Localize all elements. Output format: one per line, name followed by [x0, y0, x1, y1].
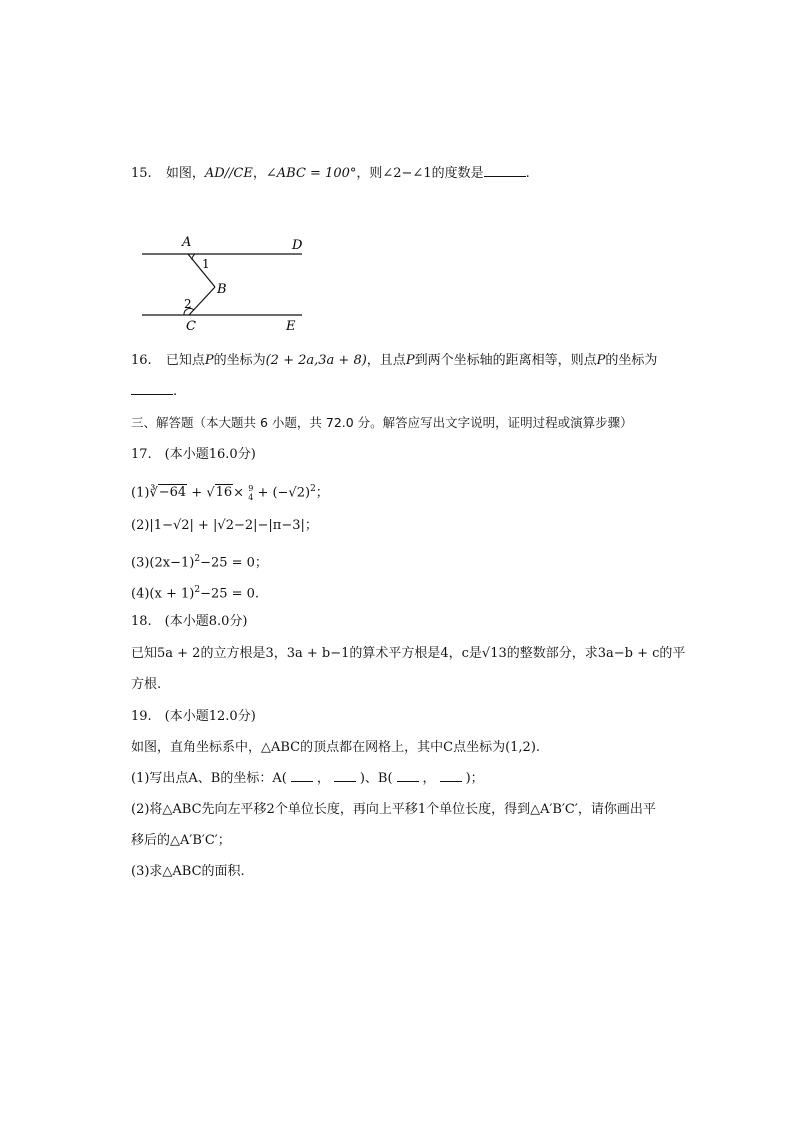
q17-p1-radicand-1: −64 — [158, 485, 187, 501]
q19-part-2-line-2: 移后的△A′B′C′； — [131, 833, 231, 848]
q15-expr1: AD//CE — [204, 166, 253, 181]
q15-text-a: 如图， — [165, 166, 205, 181]
q17-p1-radicand-2: 16 — [215, 485, 233, 501]
q17-part-2: (2)|1−√2| + |√2−2|−|π−3|； — [131, 518, 318, 533]
q15-answer-blank[interactable] — [484, 164, 526, 177]
q17-part-3 — [131, 549, 268, 573]
q16-answer-blank[interactable] — [131, 382, 173, 395]
angle-1-arc — [192, 254, 195, 260]
label-d: D — [292, 238, 303, 253]
q16-p1: P — [204, 353, 214, 368]
label-c: C — [186, 319, 196, 334]
q18-line-1: 已知5a + 2的立方根是3，3a + b−1的算术平方根是4，c是√13的整数部分，求3a−b + c的平 — [131, 646, 686, 661]
label-angle-1: 1 — [202, 257, 210, 271]
q19-blank-ax[interactable] — [291, 769, 313, 782]
q15-text-b: ， — [252, 166, 266, 181]
parallel-lines-figure — [138, 230, 308, 340]
q17-p4-exponent: 2 — [194, 585, 201, 595]
q17-p3-exponent: 2 — [194, 554, 201, 564]
q19-p1-comma-2: ， — [422, 771, 436, 786]
q16-line-1 — [131, 351, 657, 371]
q19-blank-bx[interactable] — [397, 769, 419, 782]
q15-number: 15. — [131, 166, 152, 181]
q16-p3: P — [596, 353, 606, 368]
q16-expr: (2 + 2a,3a + 8) — [265, 353, 367, 368]
q17-p4-b: −25 = 0. — [200, 586, 260, 602]
q17-p1-term: + (−√2) — [253, 485, 311, 501]
q17-p3-a: (3)(2x−1) — [131, 555, 195, 571]
q16-text-d: 到两个坐标轴的距离相等，则点 — [414, 353, 597, 368]
q19-part-3: (3)求△ABC的面积. — [131, 864, 245, 879]
q17-p1-plus: + — [187, 485, 207, 501]
q19-p1-c: )； — [465, 771, 484, 786]
label-e: E — [286, 319, 296, 334]
q15-expr2: ∠ABC = 100° — [265, 166, 357, 181]
q19-part-1 — [131, 769, 484, 789]
q19-p1-b: )、B( — [359, 771, 393, 786]
q19-header: 19. (本小题12.0分) — [131, 709, 256, 724]
label-a: A — [182, 235, 192, 250]
q19-p1-comma-1: ， — [316, 771, 330, 786]
q19-intro: 如图，直角坐标系中，△ABC的顶点都在网格上，其中C点坐标为(1,2). — [131, 740, 541, 755]
q17-p4-a: (4)(x + 1) — [131, 586, 195, 602]
q15-line — [131, 164, 530, 184]
section-3-heading: 三、解答题（本大题共 6 小题，共 72.0 分。解答应写出文字说明，证明过程或演算步骤） — [131, 415, 633, 430]
q16-text-b: 的坐标为 — [213, 353, 266, 368]
q15-text-c: ，则∠2−∠1的度数是 — [356, 166, 484, 181]
q17-p1-times: × — [233, 485, 245, 501]
q17-part-4 — [131, 580, 259, 604]
fraction-numerator: 9 — [248, 483, 254, 493]
q16-line-2 — [131, 382, 177, 402]
cube-root-symbol: ∛ — [149, 485, 158, 501]
q17-p1-end: ； — [315, 485, 329, 501]
q16-end: . — [173, 384, 178, 399]
segment-bc — [189, 287, 215, 315]
q17-p1-prefix: (1) — [131, 485, 150, 501]
q19-blank-by[interactable] — [440, 769, 462, 782]
label-b: B — [217, 282, 227, 297]
q18-header: 18. (本小题8.0分) — [131, 614, 248, 629]
q19-p1-a: (1)写出点A、B的坐标：A( — [131, 771, 287, 786]
q16-text-c: ，且点 — [366, 353, 406, 368]
q17-p1-exponent: 2 — [310, 484, 316, 494]
q15-end: . — [525, 166, 530, 181]
q16-text-e: 的坐标为 — [605, 353, 658, 368]
sqrt-symbol: √ — [206, 485, 215, 501]
q17-part-1 — [131, 479, 329, 503]
q18-line-2: 方根. — [131, 677, 162, 692]
q16-p2: P — [405, 353, 415, 368]
q16-number: 16. — [131, 353, 152, 368]
q19-part-2-line-1: (2)将△ABC先向左平移2个单位长度，再向上平移1个单位长度，得到△A′B′C′，请你画出平 — [131, 802, 656, 817]
q19-blank-ay[interactable] — [334, 769, 356, 782]
q17-p3-b: −25 = 0； — [200, 555, 268, 571]
label-angle-2: 2 — [184, 297, 192, 311]
q17-header: 17. (本小题16.0分) — [131, 447, 256, 462]
fraction-denominator: 4 — [248, 492, 254, 502]
q16-text-a: 已知点 — [165, 353, 205, 368]
